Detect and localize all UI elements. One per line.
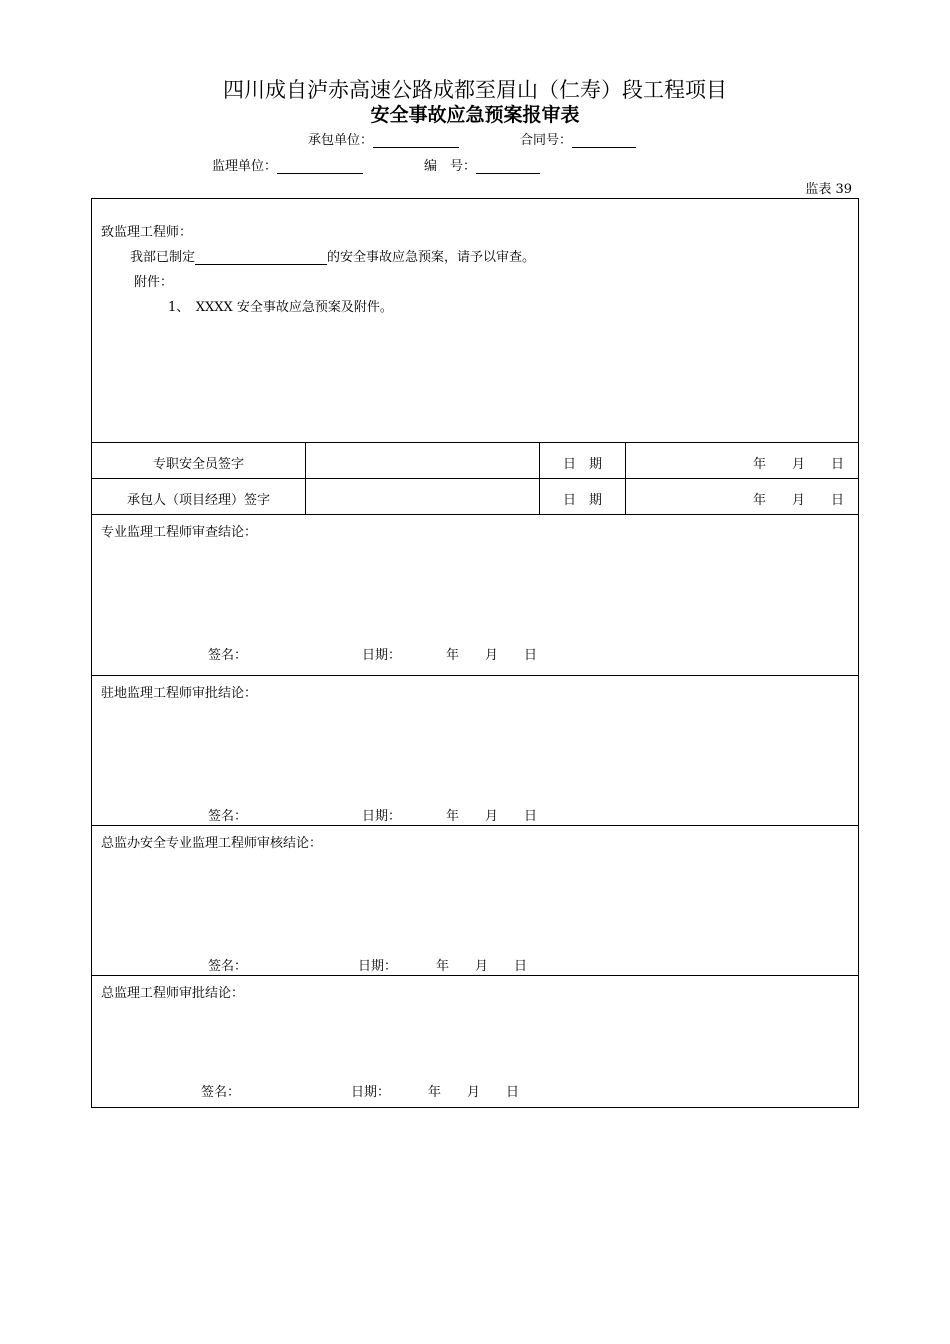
date-ymd: 年 月 日 <box>446 648 538 663</box>
date-label: 日 期 <box>562 493 602 508</box>
review-title: 总监理工程师审批结论： <box>101 986 245 1001</box>
request-line <box>130 246 535 265</box>
form-table <box>91 198 859 1108</box>
date-value[interactable]: 年 月 日 <box>752 493 844 508</box>
review-title: 驻地监理工程师审批结论： <box>101 686 258 701</box>
contract-no-blank[interactable] <box>572 133 636 148</box>
serial-no-blank[interactable] <box>476 159 540 174</box>
review-title: 总监办安全专业监理工程师审核结论： <box>101 836 323 851</box>
attachments-label: 附件： <box>134 275 174 290</box>
divider <box>92 975 858 976</box>
safety-officer-sign-label: 专职安全员签字 <box>152 457 244 472</box>
divider <box>92 675 858 676</box>
serial-no-field <box>424 155 540 174</box>
form-title: 安全事故应急预案报审表 <box>370 104 580 126</box>
contract-no-label: 合同号： <box>520 133 573 148</box>
serial-no-label: 编 号： <box>424 159 477 174</box>
date-label: 日 期 <box>562 457 602 472</box>
sign-label[interactable]: 签名： <box>208 809 248 824</box>
supervisor-label: 监理单位： <box>212 159 278 174</box>
supervisor-blank[interactable] <box>277 159 363 174</box>
date-ymd: 年 月 日 <box>436 959 528 974</box>
supervisor-field <box>212 155 363 174</box>
contractor-sign-label: 承包人（项目经理）签字 <box>126 493 270 508</box>
date-label[interactable]: 日期： <box>362 648 402 663</box>
date-label[interactable]: 日期： <box>362 809 402 824</box>
contractor-field <box>308 129 459 148</box>
attachment-item: 1、 XXXX 安全事故应急预案及附件。 <box>168 300 393 315</box>
divider <box>92 825 858 826</box>
to-supervisor: 致监理工程师： <box>101 225 193 240</box>
date-value[interactable]: 年 月 日 <box>752 457 844 472</box>
contract-no-field <box>520 129 636 148</box>
sign-label[interactable]: 签名： <box>201 1085 241 1100</box>
contractor-label: 承包单位： <box>308 133 374 148</box>
date-label[interactable]: 日期： <box>351 1085 391 1100</box>
date-ymd: 年 月 日 <box>428 1085 520 1100</box>
review-title: 专业监理工程师审查结论： <box>101 525 258 540</box>
date-label[interactable]: 日期： <box>358 959 398 974</box>
contractor-blank[interactable] <box>373 133 459 148</box>
request-suffix: 的安全事故应急预案，请予以审查。 <box>327 250 536 265</box>
divider <box>92 514 858 515</box>
safety-officer-sign-cell[interactable] <box>306 443 538 477</box>
plan-name-blank[interactable] <box>195 250 327 265</box>
date-ymd: 年 月 日 <box>446 809 538 824</box>
contractor-sign-cell[interactable] <box>306 479 538 513</box>
project-title: 四川成自泸赤高速公路成都至眉山（仁寿）段工程项目 <box>223 78 727 102</box>
sign-label[interactable]: 签名： <box>208 648 248 663</box>
request-prefix: 我部已制定 <box>130 250 196 265</box>
sign-label[interactable]: 签名： <box>208 959 248 974</box>
divider <box>625 442 626 514</box>
form-number: 监表 39 <box>805 182 852 197</box>
